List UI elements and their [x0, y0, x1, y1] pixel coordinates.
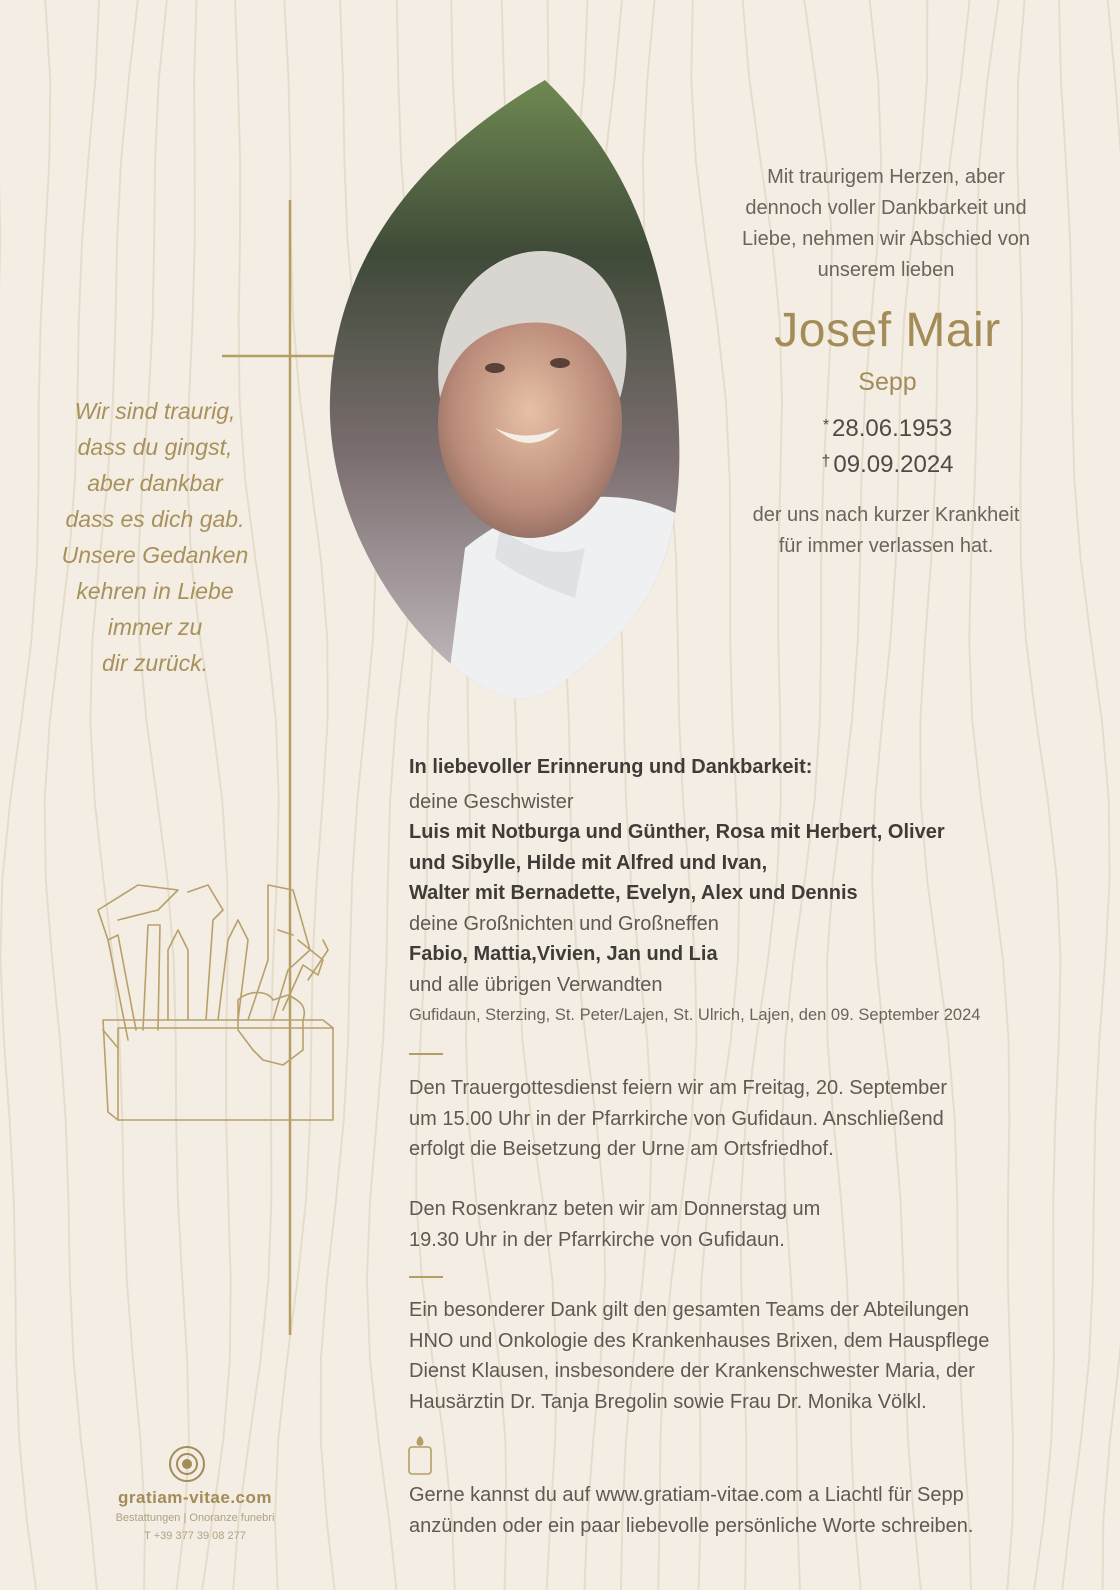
service-line: erfolgt die Beisetzung der Urne am Ortsfriedhof.: [409, 1138, 834, 1160]
thanks-line: HNO und Onkologie des Krankenhauses Brixen, dem Hauspflege: [409, 1329, 990, 1352]
service-text: [409, 1073, 947, 1165]
deceased-nickname: Sepp: [858, 368, 917, 396]
candle-text: [409, 1480, 973, 1541]
quote-line: Wir sind traurig,: [74, 398, 236, 424]
toolbox-icon: [88, 880, 338, 1135]
places-date: Gufidaun, Sterzing, St. Peter/Lajen, St. Ulrich, Lajen, den 09. September 2024: [409, 1006, 981, 1024]
death-symbol: †: [821, 453, 831, 470]
service-line: um 15.00 Uhr in der Pfarrkirche von Gufidaun. Anschließend: [409, 1107, 944, 1130]
rosary-line: 19.30 Uhr in der Pfarrkirche von Gufidaun.: [409, 1228, 785, 1251]
rosary-text: [409, 1194, 820, 1255]
siblings-names: Luis mit Notburga und Günther, Rosa mit Herbert, Oliver: [409, 821, 945, 843]
thanks-line: Ein besonderer Dank gilt den gesamten Teams der Abteilungen: [409, 1299, 969, 1321]
candle-line: Gerne kannst du auf www.gratiam-vitae.com a Liachtl für Sepp: [409, 1484, 964, 1506]
divider: [409, 1053, 443, 1055]
thanks-line: Dienst Klausen, insbesondere der Krankenschwester Maria, der: [409, 1360, 975, 1382]
thanks-line: Hausärztin Dr. Tanja Bregolin sowie Frau Dr. Monika Völkl.: [409, 1390, 927, 1413]
passing-line: der uns nach kurzer Krankheit: [752, 504, 1020, 526]
intro-line: Liebe, nehmen wir Abschied von: [742, 228, 1030, 250]
quote-line: aber dankbar: [87, 470, 223, 496]
birth-symbol: *: [822, 417, 830, 434]
passing-line: für immer verlassen hat.: [778, 535, 994, 557]
memorial-text: [409, 752, 1069, 1031]
brand-logo-icon: [167, 1444, 207, 1484]
siblings-names: Walter mit Bernadette, Evelyn, Alex und Dennis: [409, 882, 858, 904]
siblings-label: deine Geschwister: [409, 790, 574, 813]
grand-names: Fabio, Mattia,Vivien, Jan und Lia: [409, 943, 718, 965]
intro-text: [716, 162, 1056, 286]
death-date-row: [700, 451, 1075, 479]
birth-date-row: [700, 415, 1075, 443]
birth-date: 28.06.1953: [832, 415, 953, 442]
memory-heading: In liebevoller Erinnerung und Dankbarkeit:: [409, 756, 813, 778]
brand-name: gratiam-vitae.com: [118, 1488, 272, 1507]
death-date: 09.09.2024: [833, 451, 954, 478]
quote-line: dass du gingst,: [77, 434, 233, 460]
intro-line: dennoch voller Dankbarkeit und: [745, 197, 1027, 219]
intro-line: unserem lieben: [817, 259, 955, 281]
rosary-line: Den Rosenkranz beten wir am Donnerstag um: [409, 1198, 821, 1220]
grand-label: deine Großnichten und Großneffen: [409, 912, 719, 935]
deceased-name: Josef Mair: [774, 304, 1001, 357]
portrait-photo: [325, 78, 695, 708]
service-line: Den Trauergottesdienst feiern wir am Freitag, 20. September: [409, 1077, 948, 1099]
candle-line: anzünden oder ein paar liebevolle persönliche Worte schreiben.: [409, 1514, 974, 1537]
passing-text: [716, 500, 1056, 562]
candle-icon: [406, 1435, 436, 1477]
divider: [409, 1276, 443, 1278]
thanks-text: [409, 1295, 989, 1417]
quote-line: kehren in Liebe: [76, 578, 234, 604]
quote-line: dass es dich gab.: [65, 506, 245, 532]
siblings-names: und Sibylle, Hilde mit Alfred und Ivan,: [409, 851, 768, 874]
memorial-quote: [40, 393, 270, 681]
brand-tagline: Bestattungen | Onoranze funebri: [115, 1512, 275, 1524]
intro-line: Mit traurigem Herzen, aber: [767, 166, 1005, 188]
quote-line: dir zurück.: [101, 650, 209, 676]
quote-line: Unsere Gedanken: [61, 542, 249, 568]
quote-line: immer zu: [107, 614, 203, 640]
brand-phone: T +39 377 39 08 277: [144, 1530, 246, 1542]
relatives-line: und alle übrigen Verwandten: [409, 973, 663, 996]
